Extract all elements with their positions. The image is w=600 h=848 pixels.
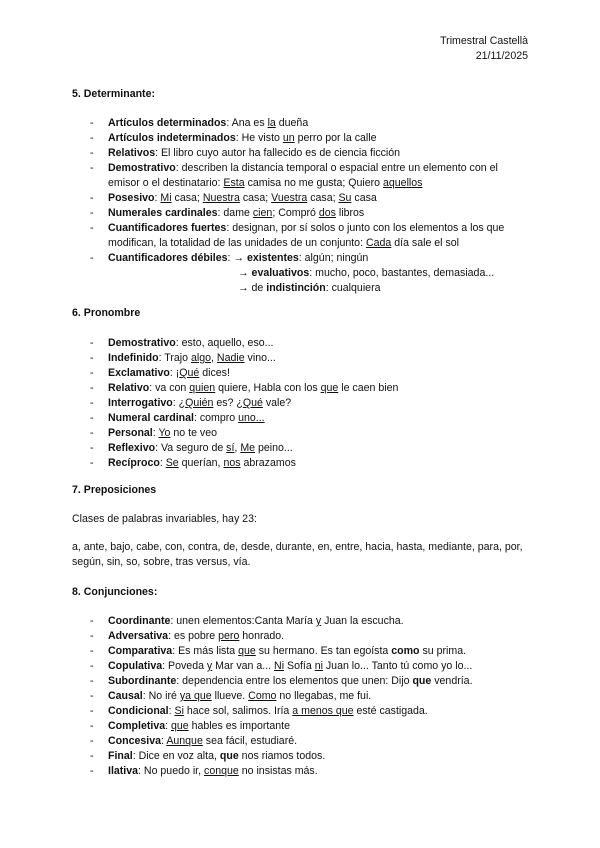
pronombre-list xyxy=(72,336,532,471)
list-item: - Causal: No iré ya que llueve. Como no llegabas, me fui. xyxy=(72,689,532,704)
list-item: - Ilativa: No puedo ir, conque no insistas más. xyxy=(72,764,532,779)
list-item: - Interrogativo: ¿Quién es? ¿Qué vale? xyxy=(72,396,532,411)
list-item: - Coordinante: unen elementos:Canta María y Juan la escucha. xyxy=(72,614,532,629)
list-item: - Posesivo: Mi casa; Nuestra casa; Vuestra casa; Su casa xyxy=(72,191,532,206)
list-item: - Relativos: El libro cuyo autor ha fallecido es de ciencia ficción xyxy=(72,146,532,161)
list-item: - Cuantificadores débiles: → existentes: algún; ningún xyxy=(72,251,532,266)
section-conjunciones xyxy=(72,585,532,779)
section-title: 5. Determinante: xyxy=(72,88,156,100)
list-item: - Subordinante: dependencia entre los elementos que unen: Dijo que vendría. xyxy=(72,674,532,689)
sub-item: → evaluativos: mucho, poco, bastantes, demasiada... xyxy=(238,267,495,279)
list-item: - Completiva: que hables es importante xyxy=(72,719,532,734)
preposiciones-intro: Clases de palabras invariables, hay 23: xyxy=(72,513,257,525)
list-item: - Numerales cardinales: dame cien; Compró dos libros xyxy=(72,206,532,221)
list-item: - Comparativa: Es más lista que su hermano. Es tan egoísta como su prima. xyxy=(72,644,532,659)
list-item: - Condicional: Si hace sol, salimos. Iría a menos que esté castigada. xyxy=(72,704,532,719)
list-item: - Concesiva: Aunque sea fácil, estudiaré. xyxy=(72,734,532,749)
list-item: - Indefinido: Trajo algo, Nadie vino... xyxy=(72,351,532,366)
list-item: - Copulativa: Poveda y Mar van a... Ni Sofía ni Juan lo... Tanto tú como yo lo... xyxy=(72,659,532,674)
list-item: - Cuantificadores fuertes: designan, por sí solos o junto con los elementos a los que modifican, la totalidad de las unidades de un conjunto: Cada día sale el sol xyxy=(72,221,532,251)
header-date: 21/11/2025 xyxy=(475,50,528,62)
list-item: - Exclamativo: ¡Qué dices! xyxy=(72,366,532,381)
list-item: - Reflexivo: Va seguro de sí, Me peino... xyxy=(72,441,532,456)
section-preposiciones xyxy=(72,483,532,570)
determinante-list xyxy=(72,116,532,266)
list-item: - Adversativa: es pobre pero honrado. xyxy=(72,629,532,644)
list-item: - Artículos indeterminados: He visto un perro por la calle xyxy=(72,131,532,146)
section-title: 6. Pronombre xyxy=(72,307,141,319)
section-determinante xyxy=(72,87,532,296)
preposiciones-list: a, ante, bajo, cabe, con, contra, de, desde, durante, en, entre, hacia, hasta, mediante, para, por, según, sin, so, sobre, tras versus, vía. xyxy=(72,541,523,568)
section-title: 7. Preposiciones xyxy=(72,484,157,496)
list-item: - Demostrativo: describen la distancia temporal o espacial entre un elemento con el emisor o el destinatario: Esta camisa no me gusta; Quiero aquellos xyxy=(72,161,532,191)
list-item: - Relativo: va con quien quiere, Habla con los que le caen bien xyxy=(72,381,532,396)
sub-item: → de indistinción: cualquiera xyxy=(238,282,381,294)
list-item: - Recíproco: Se querían, nos abrazamos xyxy=(72,456,532,471)
list-item: - Demostrativo: esto, aquello, eso... xyxy=(72,336,532,351)
document-header xyxy=(440,34,528,64)
section-pronombre xyxy=(72,306,532,471)
header-name: Trimestral Castellà xyxy=(440,35,528,47)
section-title: 8. Conjunciones: xyxy=(72,586,158,598)
list-item: - Personal: Yo no te veo xyxy=(72,426,532,441)
list-item: - Numeral cardinal: compro uno... xyxy=(72,411,532,426)
conjunciones-list xyxy=(72,614,532,779)
list-item: - Artículos determinados: Ana es la dueña xyxy=(72,116,532,131)
list-item: - Final: Dice en voz alta, que nos riamos todos. xyxy=(72,749,532,764)
